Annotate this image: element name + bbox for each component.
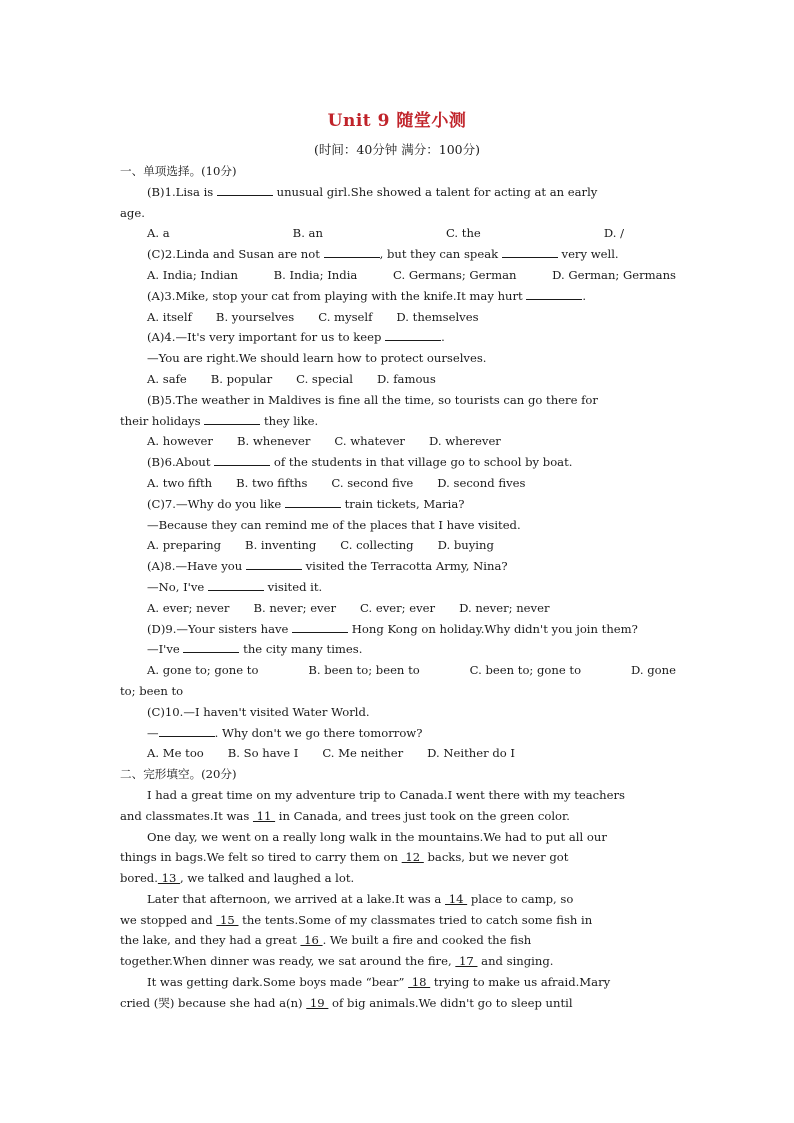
cloze-line: It was getting dark.Some boys made “bear” 18 trying to make us afraid.Mary <box>147 975 611 990</box>
cloze-line: together.When dinner was ready, we sat around the fire, 17 and singing. <box>120 954 554 969</box>
option: C. special <box>296 371 353 386</box>
cloze-line: cried (哭) because she had a(n) 19 of big animals.We didn't go to sleep until <box>120 995 573 1010</box>
option: B. yourselves <box>215 309 295 324</box>
option: D. Neither do I <box>427 746 516 761</box>
question-6-options <box>120 473 676 494</box>
cloze-blank-13: 13 <box>157 871 181 886</box>
option: A. India; Indian <box>147 267 238 282</box>
option: B. never; ever <box>253 600 337 615</box>
cloze-blank-15: 15 <box>216 912 239 927</box>
answer-blank <box>292 620 348 633</box>
option: D. famous <box>377 371 436 386</box>
question-10-options <box>120 743 676 764</box>
question-1-cont: age. <box>120 205 145 220</box>
option: D. German; Germans <box>552 267 676 282</box>
option: A. Me too <box>147 746 204 761</box>
question-10-reply: — . Why don't we go there tomorrow? <box>147 725 423 740</box>
option: C. myself <box>318 309 373 324</box>
question-1: (B)1.Lisa is unusual girl.She showed a talent for acting at an early <box>147 184 598 199</box>
cloze-line: we stopped and 15 the tents.Some of my classmates tried to catch some fish in <box>120 912 593 927</box>
option: B. India; India <box>273 267 358 282</box>
option: B. two fifths <box>236 475 308 490</box>
option: B. an <box>292 226 323 241</box>
question-5: (B)5.The weather in Maldives is fine all the time, so tourists can go there for <box>147 392 598 407</box>
answer-blank <box>204 412 260 425</box>
option: A. itself <box>147 309 192 324</box>
cloze-line: bored. 13 , we talked and laughed a lot. <box>120 871 355 886</box>
page-title: Unit 9 随堂小测 <box>327 111 467 131</box>
option: A. a <box>147 226 170 241</box>
question-2-options <box>120 265 676 286</box>
question-4-reply: —You are right.We should learn how to protect ourselves. <box>147 351 487 366</box>
option: D. buying <box>437 538 494 553</box>
answer-blank <box>208 578 264 591</box>
cloze-blank-11: 11 <box>252 808 276 823</box>
option: C. ever; ever <box>360 600 436 615</box>
question-1-options <box>120 223 676 244</box>
section-heading-cloze: 二、完形填空。(20分) <box>120 767 237 782</box>
option: C. the <box>445 226 481 241</box>
option: D. themselves <box>396 309 479 324</box>
question-7-reply: —Because they can remind me of the places that I have visited. <box>147 517 521 532</box>
option: D. wherever <box>428 434 501 449</box>
cloze-blank-14: 14 <box>445 891 468 906</box>
question-8-options <box>120 598 676 619</box>
question-2: (C)2.Linda and Susan are not , but they can speak very well. <box>147 247 619 262</box>
option: C. Germans; German <box>393 267 517 282</box>
question-6: (B)6.About of the students in that village go to school by boat. <box>147 455 573 470</box>
option: A. ever; never <box>147 600 230 615</box>
cloze-blank-18: 18 <box>408 975 431 990</box>
cloze-line: the lake, and they had a great 16 . We built a fire and cooked the fish <box>120 933 532 948</box>
option: C. collecting <box>340 538 414 553</box>
cloze-line: and classmates.It was 11 in Canada, and trees just took on the green color. <box>120 808 570 823</box>
cloze-line: One day, we went on a really long walk in the mountains.We had to put all our <box>147 829 607 844</box>
answer-blank <box>526 287 582 300</box>
option: B. inventing <box>245 538 317 553</box>
question-3: (A)3.Mike, stop your cat from playing with the knife.It may hurt . <box>147 288 587 303</box>
answer-blank <box>285 495 341 508</box>
option: B. So have I <box>227 746 299 761</box>
option: A. safe <box>147 371 187 386</box>
cloze-line: things in bags.We felt so tired to carry them on 12 backs, but we never got <box>120 850 569 865</box>
question-9-options-cont: to; been to <box>120 683 184 698</box>
option: D. never; never <box>459 600 550 615</box>
answer-blank <box>246 557 302 570</box>
cloze-blank-17: 17 <box>455 954 478 969</box>
answer-blank <box>217 183 273 196</box>
option: A. two fifth <box>147 475 213 490</box>
question-7-options <box>120 535 676 556</box>
question-8: (A)8.—Have you visited the Terracotta Army, Nina? <box>147 559 508 574</box>
question-4-options <box>120 369 676 390</box>
question-3-options <box>120 307 676 328</box>
cloze-blank-12: 12 <box>401 850 424 865</box>
question-7: (C)7.—Why do you like train tickets, Maria? <box>147 496 465 511</box>
worksheet-content <box>120 161 676 1014</box>
option: B. popular <box>210 371 273 386</box>
question-9: (D)9.—Your sisters have Hong Kong on holiday.Why didn't you join them? <box>147 621 638 636</box>
question-8-reply: —No, I've visited it. <box>147 579 323 594</box>
option: C. Me neither <box>322 746 404 761</box>
option: C. been to; gone to <box>469 663 582 678</box>
cloze-line: I had a great time on my adventure trip to Canada.I went there with my teachers <box>147 787 625 802</box>
answer-blank <box>159 724 215 737</box>
option: D. / <box>603 226 624 241</box>
cloze-line: Later that afternoon, we arrived at a lake.It was a 14 place to camp, so <box>147 891 574 906</box>
question-5-options <box>120 431 676 452</box>
answer-blank <box>385 328 441 341</box>
option: D. gone <box>631 663 676 678</box>
option: A. however <box>147 434 213 449</box>
option: B. been to; been to <box>308 663 420 678</box>
answer-blank <box>324 245 380 258</box>
question-5-cont: their holidays they like. <box>120 413 319 428</box>
answer-blank <box>214 453 270 466</box>
option: C. whatever <box>334 434 405 449</box>
cloze-blank-19: 19 <box>306 995 329 1010</box>
option: A. gone to; gone to <box>147 663 259 678</box>
answer-blank <box>183 640 239 653</box>
page-subtitle: (时间：40分钟 满分：100分) <box>314 142 480 157</box>
option: B. whenever <box>236 434 311 449</box>
cloze-blank-16: 16 <box>300 933 323 948</box>
section-heading-choice: 一、单项选择。(10分) <box>120 164 237 178</box>
answer-blank <box>502 245 558 258</box>
question-4: (A)4.—It's very important for us to keep . <box>147 330 445 345</box>
option: D. second fives <box>437 475 526 490</box>
question-9-options <box>120 660 676 681</box>
option: A. preparing <box>147 538 222 553</box>
question-10: (C)10.—I haven't visited Water World. <box>147 704 370 719</box>
question-9-reply: —I've the city many times. <box>147 642 363 657</box>
option: C. second five <box>331 475 414 490</box>
